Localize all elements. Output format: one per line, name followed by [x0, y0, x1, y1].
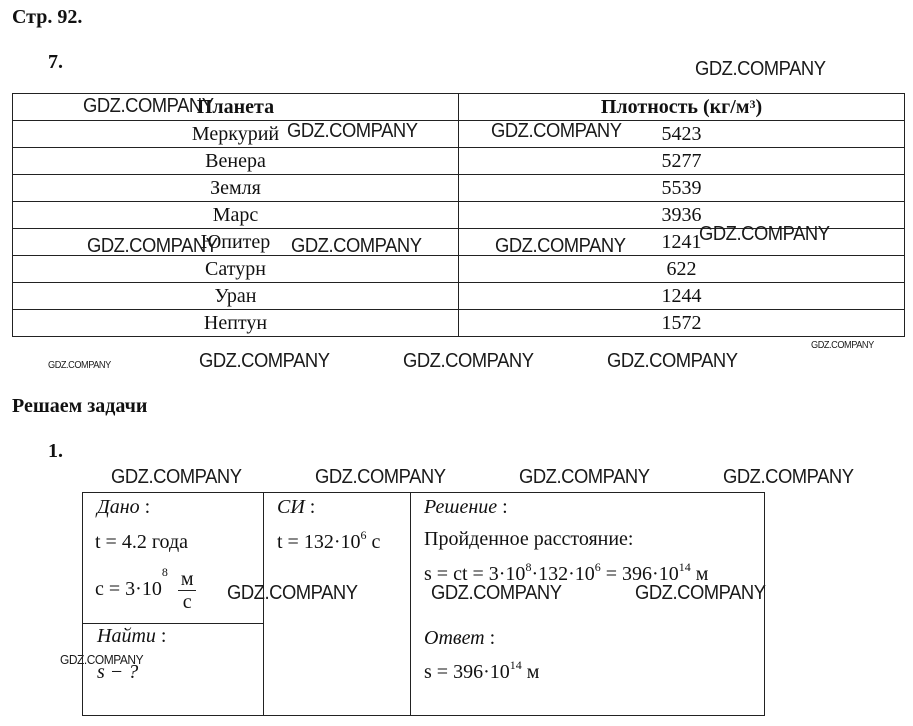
header-density: Плотность $(кг/м^3)$	[459, 94, 905, 121]
planet-density-table	[12, 93, 905, 337]
watermark: GDZ.COMPANY	[403, 350, 534, 372]
answer-value: $s = 396\cdot 10^{14}$ м	[424, 658, 540, 683]
find-value: s − ?	[97, 661, 139, 683]
table-row	[13, 175, 905, 202]
density-cell: 5423	[459, 121, 905, 148]
watermark: GDZ.COMPANY	[48, 360, 111, 371]
find-label: Найти :	[97, 625, 167, 647]
density-cell: 5277	[459, 148, 905, 175]
watermark: GDZ.COMPANY	[199, 350, 330, 372]
watermark: GDZ.COMPANY	[431, 582, 562, 604]
watermark: GDZ.COMPANY	[227, 582, 358, 604]
column-divider	[410, 493, 411, 715]
given-speed: $c = 3\cdot 10^8$ $\frac{м}{с}$	[95, 568, 196, 613]
density-cell: 1572	[459, 310, 905, 337]
planet-cell: Уран	[13, 283, 459, 310]
watermark: GDZ.COMPANY	[635, 582, 766, 604]
watermark: GDZ.COMPANY	[519, 466, 650, 488]
watermark: GDZ.COMPANY	[60, 652, 144, 667]
given-label: Дано :	[97, 496, 151, 518]
solution-equation: s = ct = $3\cdot 10^8\cdot 132\cdot 10^6 = 396\cdot 10^{14}$ м	[424, 560, 709, 585]
task-7-number: 7.	[48, 51, 63, 73]
given-find-divider	[83, 623, 263, 624]
density-cell: 5539	[459, 175, 905, 202]
planet-cell: Сатурн	[13, 256, 459, 283]
watermark: GDZ.COMPANY	[87, 235, 218, 257]
watermark: GDZ.COMPANY	[291, 235, 422, 257]
watermark: GDZ.COMPANY	[111, 466, 242, 488]
table-row	[13, 256, 905, 283]
planet-cell: Юпитер	[13, 229, 459, 256]
table-row	[13, 121, 905, 148]
table-row	[13, 148, 905, 175]
density-cell: 622	[459, 256, 905, 283]
table-row	[13, 310, 905, 337]
watermark: GDZ.COMPANY	[723, 466, 854, 488]
watermark: GDZ.COMPANY	[495, 235, 626, 257]
density-cell: 1241	[459, 229, 905, 256]
si-label: СИ :	[277, 496, 316, 518]
table-row	[13, 283, 905, 310]
given-time: t = 4.2 года	[95, 531, 189, 553]
si-time: $t = 132\cdot 10^6$ с	[277, 528, 381, 553]
solution-text: Пройденное расстояние:	[424, 528, 634, 550]
solution-label: Решение :	[424, 496, 508, 518]
speed-unit-fraction: $\frac{м}{с}$	[178, 568, 197, 613]
density-cell: 1244	[459, 283, 905, 310]
watermark: GDZ.COMPANY	[811, 340, 874, 351]
planet-cell: Марс	[13, 202, 459, 229]
watermark: GDZ.COMPANY	[315, 466, 446, 488]
watermark: GDZ.COMPANY	[491, 120, 622, 142]
watermark: GDZ.COMPANY	[607, 350, 738, 372]
page-label: Стр. 92.	[12, 6, 83, 28]
answer-label: Ответ :	[424, 627, 496, 649]
watermark: GDZ.COMPANY	[287, 120, 418, 142]
planet-cell: Венера	[13, 148, 459, 175]
planet-cell: Меркурий	[13, 121, 459, 148]
planet-cell: Земля	[13, 175, 459, 202]
watermark: GDZ.COMPANY	[83, 95, 214, 117]
density-cell: 3936	[459, 202, 905, 229]
section-title: Решаем задачи	[12, 395, 148, 417]
problem-number: 1.	[48, 440, 63, 462]
header-planet: Планета	[13, 94, 459, 121]
planet-cell: Нептун	[13, 310, 459, 337]
watermark: GDZ.COMPANY	[699, 223, 830, 245]
watermark: GDZ.COMPANY	[695, 58, 826, 80]
